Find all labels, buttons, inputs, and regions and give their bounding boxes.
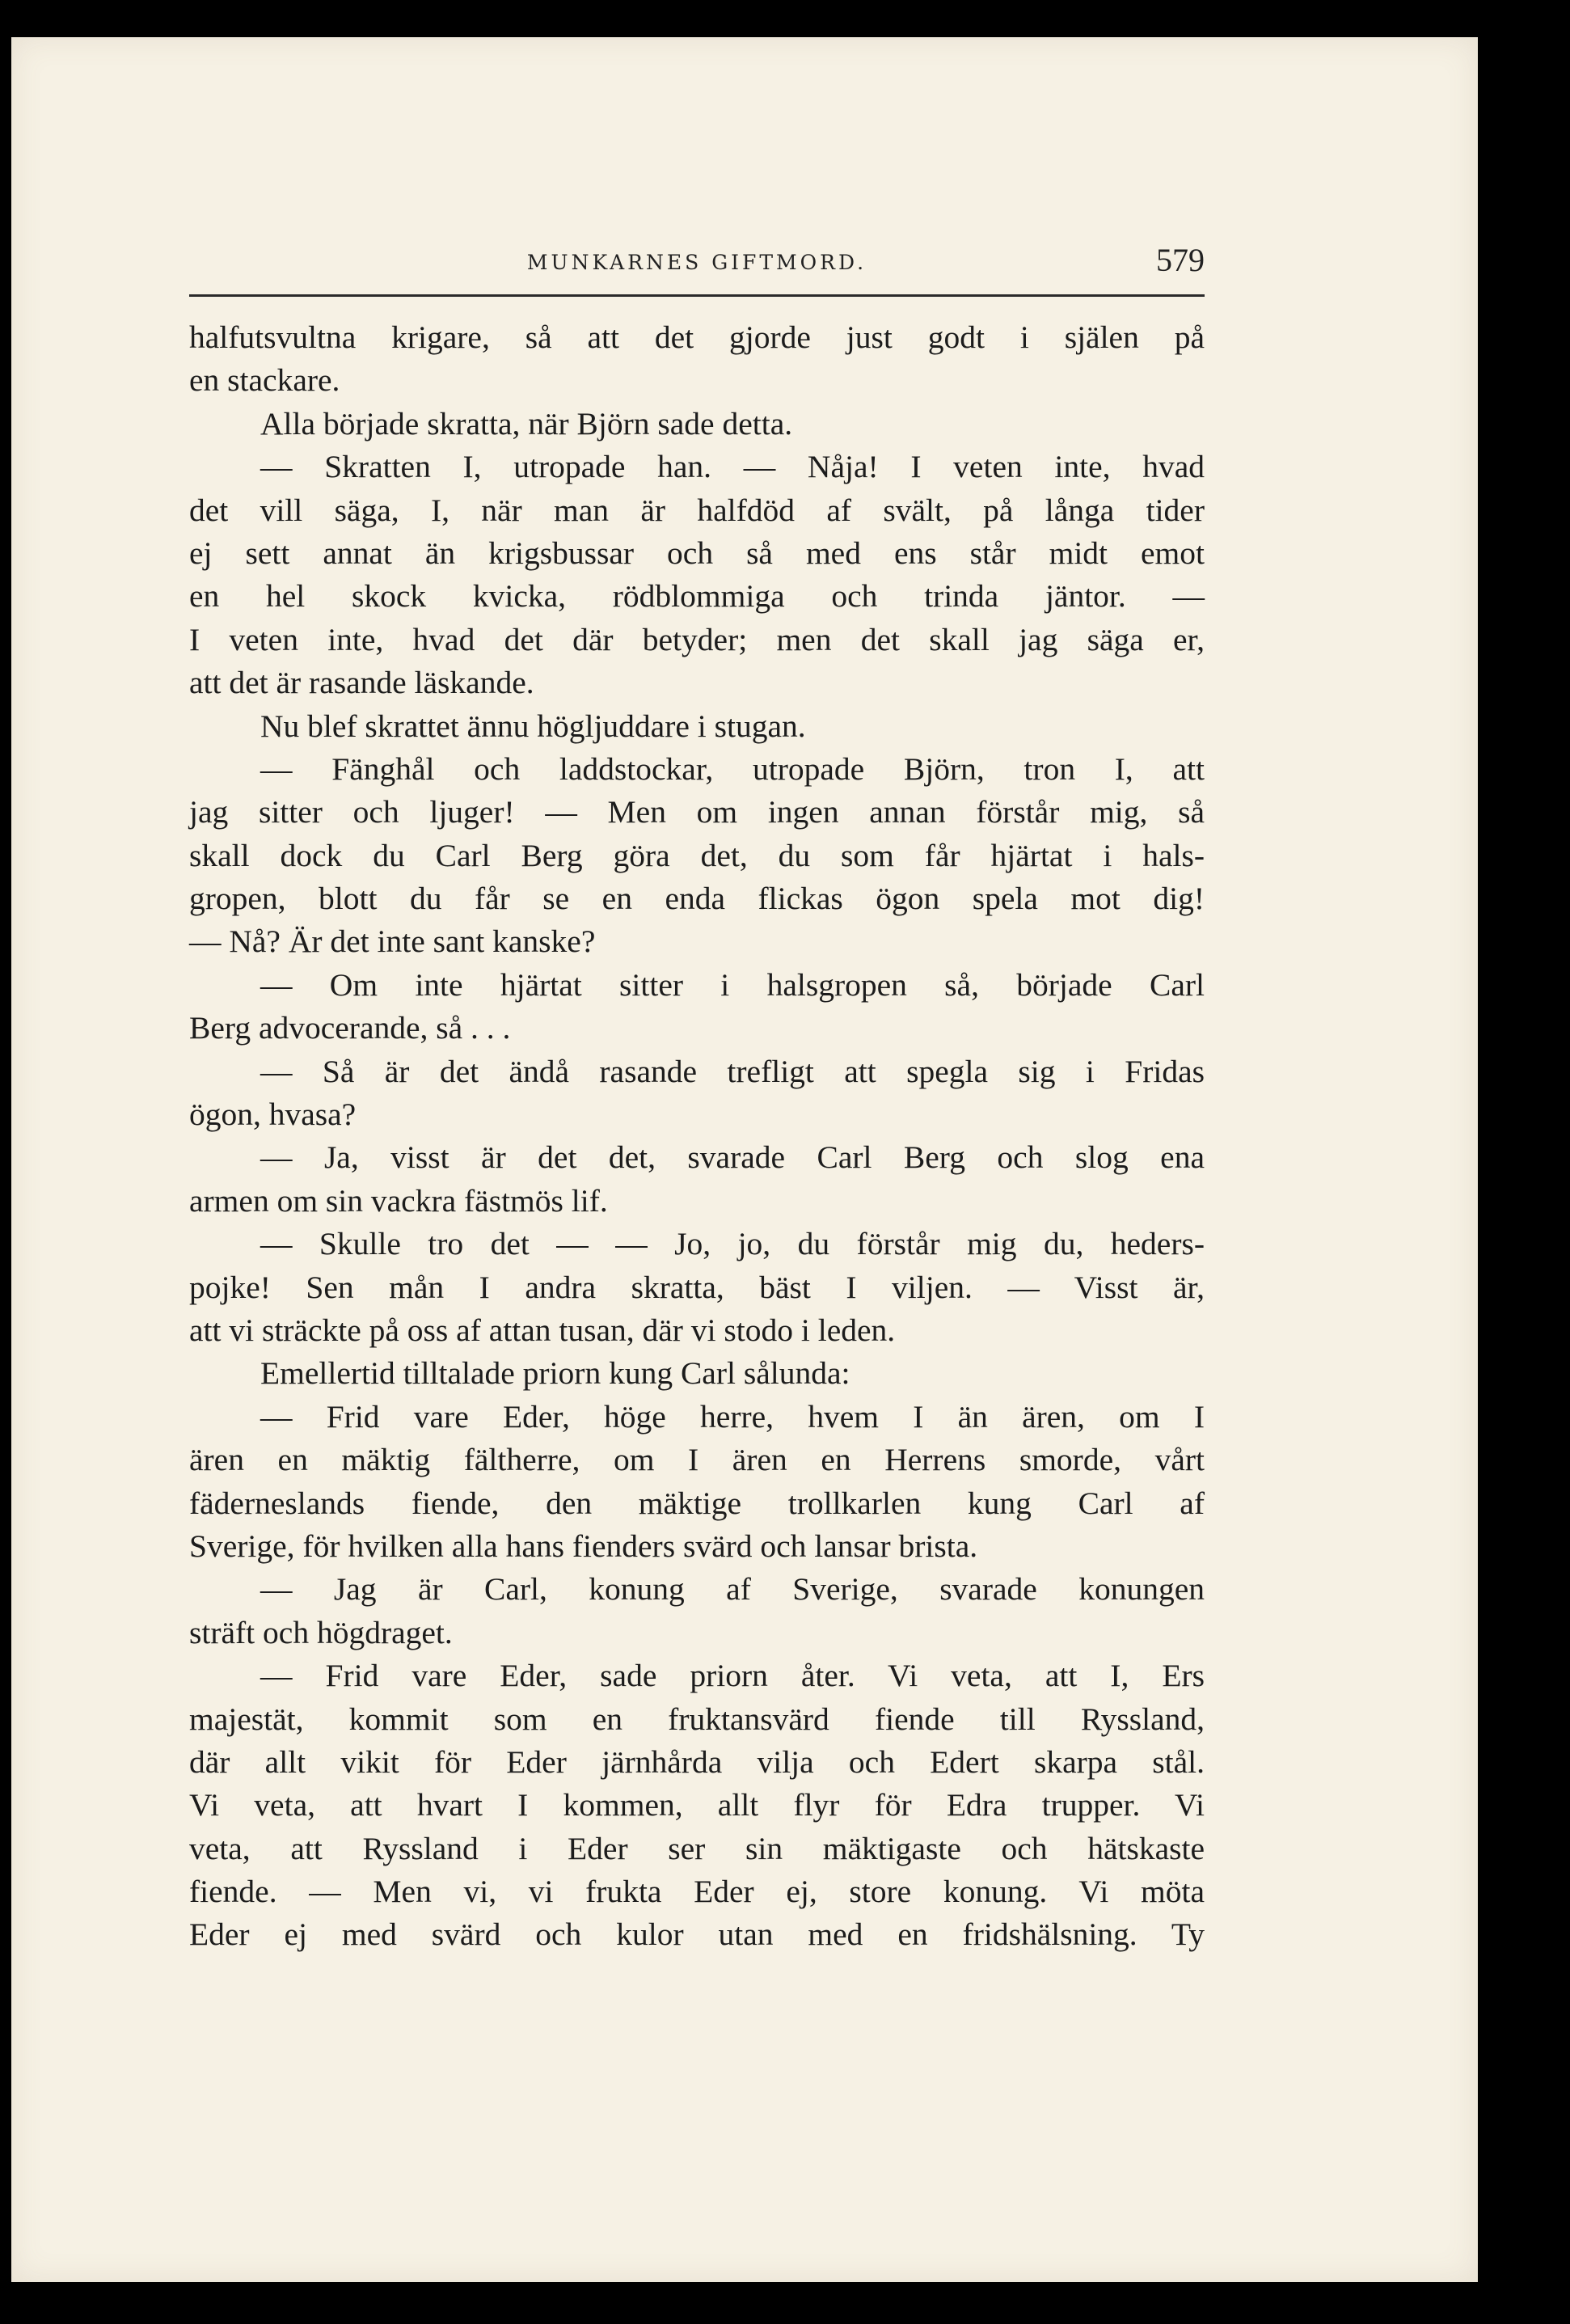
text-line: jag sitter och ljuger! — Men om ingen annan förstår mig, så (189, 794, 1205, 830)
text-line: Emellertid tilltalade priorn kung Carl sålunda: (260, 1355, 850, 1392)
text-line: där allt vikit för Eder järnhårda vilja och Edert skarpa stål. (189, 1743, 1205, 1780)
text-line: — Ja, visst är det det, svarade Carl Berg och slog ena (260, 1139, 1205, 1176)
text-line: veta, att Ryssland i Eder ser sin mäktigaste och hätskaste (189, 1830, 1205, 1866)
text-line: Eder ej med svärd och kulor utan med en fridshälsning. Ty (189, 1916, 1205, 1953)
text-line: gropen, blott du får se en enda flickas ögon spela mot dig! (189, 881, 1205, 917)
text-line: — Frid vare Eder, sade priorn åter. Vi veta, att I, Ers (260, 1658, 1205, 1694)
text-line: halfutsvultna krigare, så att det gjorde just godt i själen på (189, 319, 1205, 355)
body-text (189, 316, 1205, 1957)
text-line: att det är rasande läskande. (189, 665, 534, 701)
book-page (11, 37, 1478, 2282)
text-line: majestät, kommit som en fruktansvärd fiende till Ryssland, (189, 1701, 1205, 1737)
text-line: — Om inte hjärtat sitter i halsgropen så, började Carl (260, 966, 1205, 1003)
text-line: fiende. — Men vi, vi frukta Eder ej, store konung. Vi möta (189, 1874, 1205, 1910)
text-line: ej sett annat än krigsbussar och så med ens står midt emot (189, 535, 1205, 571)
text-line: — Frid vare Eder, höge herre, hvem I än ären, om I (260, 1398, 1205, 1435)
text-line: armen om sin vackra fästmös lif. (189, 1182, 608, 1219)
text-line: ögon, hvasa? (189, 1097, 357, 1133)
text-line: Vi veta, att hvart I kommen, allt flyr för Edra trupper. Vi (189, 1787, 1205, 1823)
text-line: sträft och högdraget. (189, 1614, 453, 1650)
page-number: 579 (1156, 242, 1205, 278)
text-line: skall dock du Carl Berg göra det, du som får hjärtat i hals- (189, 837, 1205, 873)
text-line: Sverige, för hvilken alla hans fienders svärd och lansar brista. (189, 1528, 978, 1564)
text-line: — Fänghål och laddstockar, utropade Björn, tron I, att (260, 750, 1205, 787)
text-line: pojke! Sen mån I andra skratta, bäst I viljen. — Visst är, (189, 1269, 1205, 1305)
text-line: I veten inte, hvad det där betyder; men det skall jag säga er, (189, 621, 1205, 657)
text-line: — Nå? Är det inte sant kanske? (189, 923, 596, 960)
text-line: — Skratten I, utropade han. — Nåja! I veten inte, hvad (260, 449, 1205, 485)
text-line: ären en mäktig fältherre, om I ären en Herrens smorde, vårt (189, 1442, 1205, 1478)
page-header (189, 241, 1205, 297)
text-line: — Skulle tro det — — Jo, jo, du förstår mig du, heders- (260, 1226, 1205, 1262)
text-line: — Jag är Carl, konung af Sverige, svarade konungen (260, 1571, 1205, 1608)
text-line: det vill säga, I, när man är halfdöd af svält, på långa tider (189, 492, 1205, 528)
text-line: en hel skock kvicka, rödblommiga och trinda jäntor. — (189, 578, 1205, 615)
text-line: Nu blef skrattet ännu högljuddare i stugan. (260, 708, 806, 744)
text-block (189, 241, 1205, 1957)
text-line: att vi sträckte på oss af attan tusan, där vi stodo i leden. (189, 1312, 896, 1348)
text-line: Alla började skratta, när Björn sade detta. (260, 405, 793, 442)
text-line: fäderneslands fiende, den mäktige trollkarlen kung Carl af (189, 1485, 1205, 1521)
text-line: en stackare. (189, 362, 340, 399)
text-line: — Så är det ändå rasande trefligt att spegla sig i Fridas (260, 1053, 1205, 1089)
text-line: Berg advocerande, så . . . (189, 1010, 511, 1046)
running-title: MUNKARNES GIFTMORD. (526, 251, 867, 274)
